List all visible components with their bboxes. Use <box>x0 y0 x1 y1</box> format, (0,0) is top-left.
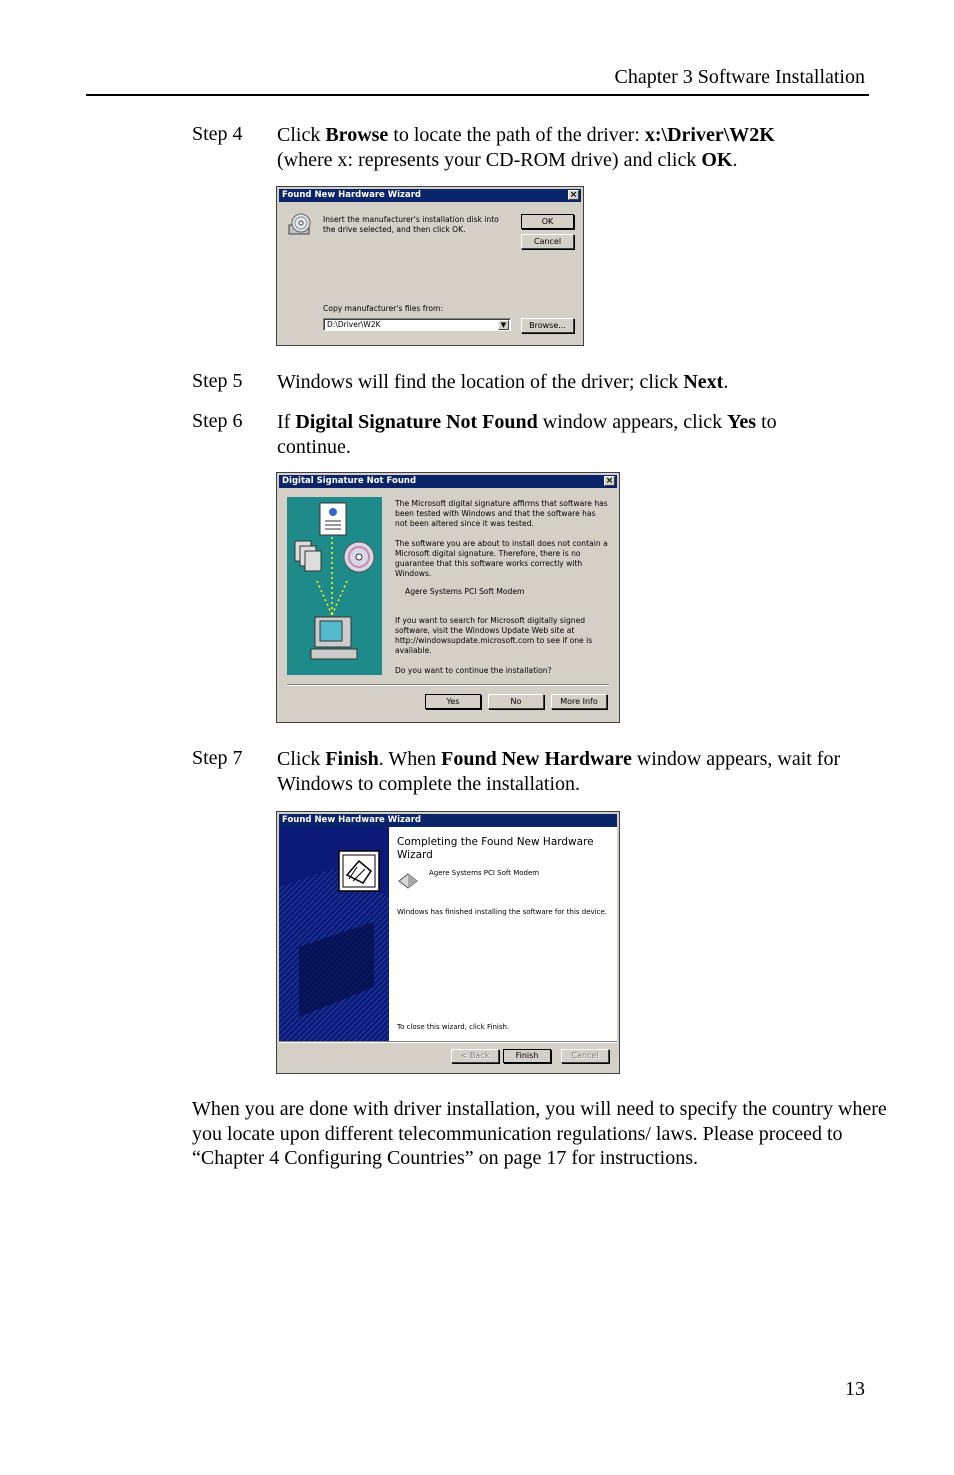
step4-text <box>277 123 877 173</box>
modem-device-icon <box>397 872 419 890</box>
device-name: Agere Systems PCI Soft Modem <box>405 587 525 596</box>
step4-browse-bold: Browse <box>325 124 389 146</box>
step7-text-part: Click <box>277 748 326 770</box>
more-info-button[interactable]: More Info <box>551 694 607 709</box>
step5-text <box>277 370 877 395</box>
step5-next-bold: Next <box>683 371 724 393</box>
browse-button[interactable]: Browse... <box>521 318 574 333</box>
dialog-titlebar <box>279 475 617 488</box>
step6-text-part: If <box>277 411 296 433</box>
continue-question: Do you want to continue the installation? <box>395 666 552 675</box>
step4-label: Step 4 <box>192 123 243 145</box>
close-wizard-message: To close this wizard, click Finish. <box>397 1023 510 1031</box>
step5-text-part: Windows will find the location of the driver; click <box>277 371 684 393</box>
dialog-divider <box>287 684 609 686</box>
signature-paragraph-2: The software you are about to install does not contain a Microsoft digital signature. Therefore, there is no guarantee that this software works correctly with Windows. <box>395 539 608 578</box>
dialog-titlebar <box>279 189 581 202</box>
step5-label: Step 5 <box>192 370 243 392</box>
path-combobox[interactable] <box>323 318 511 331</box>
step7-text-part: window appears, wait for Windows to complete the installation. <box>277 748 841 795</box>
copy-from-label: Copy manufacturer's files from: <box>323 304 444 313</box>
signature-paragraph-3: If you want to search for Microsoft digitally signed software, visit the Windows Update Web site at http://windowsupdate.microsoft.com to see if one is available. <box>395 616 593 655</box>
no-button[interactable]: No <box>488 694 544 709</box>
step6-text-part: window appears, click <box>537 411 728 433</box>
step4-text-part: to locate the path of the driver: <box>388 124 645 146</box>
step6-text-part: to continue. <box>277 411 777 458</box>
install-disk-dialog <box>276 186 584 346</box>
finish-button[interactable]: Finish <box>503 1049 551 1063</box>
completing-wizard-dialog <box>276 811 620 1074</box>
ok-button[interactable]: OK <box>521 214 574 229</box>
step6-text <box>277 410 847 460</box>
path-value: D:\Driver\W2K <box>327 320 381 329</box>
dialog-title: Found New Hardware Wizard <box>282 190 422 200</box>
yes-button[interactable]: Yes <box>425 694 481 709</box>
step5-text-part: . <box>723 371 729 393</box>
cd-disk-icon <box>287 213 313 237</box>
step7-finish-bold: Finish <box>325 748 379 770</box>
step4-text-part: (where x: represents your CD-ROM drive) and click <box>277 149 702 171</box>
step6-label: Step 6 <box>192 410 243 432</box>
step4-text-part: Click <box>277 124 326 146</box>
cancel-button[interactable]: Cancel <box>561 1049 609 1063</box>
cancel-button[interactable]: Cancel <box>521 234 574 249</box>
step4-ok-bold: OK <box>701 149 733 171</box>
step7-label: Step 7 <box>192 747 243 769</box>
step7-hardware-bold: Found New Hardware <box>441 748 632 770</box>
wizard-banner-icon <box>279 827 389 1041</box>
step4-path-bold: x:\Driver\W2K <box>644 124 775 146</box>
back-button[interactable]: < Back <box>451 1049 499 1063</box>
closing-paragraph: When you are done with driver installation, you will need to specify the country where you locate upon different telecommunication regulations/ laws. Please proceed to “Chapter 4 Configuring Countries” on page 17 for instructions. <box>192 1098 887 1169</box>
dialog-titlebar <box>279 814 617 827</box>
finished-message: Windows has finished installing the software for this device. <box>397 908 607 916</box>
step6-yes-bold: Yes <box>727 411 757 433</box>
page-number: 13 <box>845 1378 865 1400</box>
step7-text-part: . When <box>378 748 442 770</box>
signature-paragraph-1: The Microsoft digital signature affirms that software has been tested with Windows and that the software has not been altered since it was tested. <box>395 499 608 528</box>
chevron-down-icon[interactable]: ▼ <box>498 320 509 330</box>
close-icon[interactable]: × <box>569 190 578 200</box>
dialog-title: Found New Hardware Wizard <box>282 815 422 825</box>
step7-text <box>277 747 867 797</box>
step6-signature-bold: Digital Signature Not Found <box>295 411 538 433</box>
chapter-header: Chapter 3 Software Installation <box>614 66 865 88</box>
dialog-divider <box>279 1041 617 1043</box>
insert-disk-message: Insert the manufacturer's installation disk into the drive selected, and then click OK. <box>323 215 499 234</box>
wizard-heading: Completing the Found New Hardware Wizard <box>397 836 594 861</box>
device-name: Agere Systems PCI Soft Modem <box>429 869 540 877</box>
dialog-title: Digital Signature Not Found <box>282 476 417 486</box>
step4-text-part: . <box>732 149 738 171</box>
header-rule <box>86 94 869 96</box>
signature-illustration-icon <box>287 497 382 675</box>
close-icon[interactable]: × <box>605 476 614 486</box>
digital-signature-dialog <box>276 472 620 723</box>
